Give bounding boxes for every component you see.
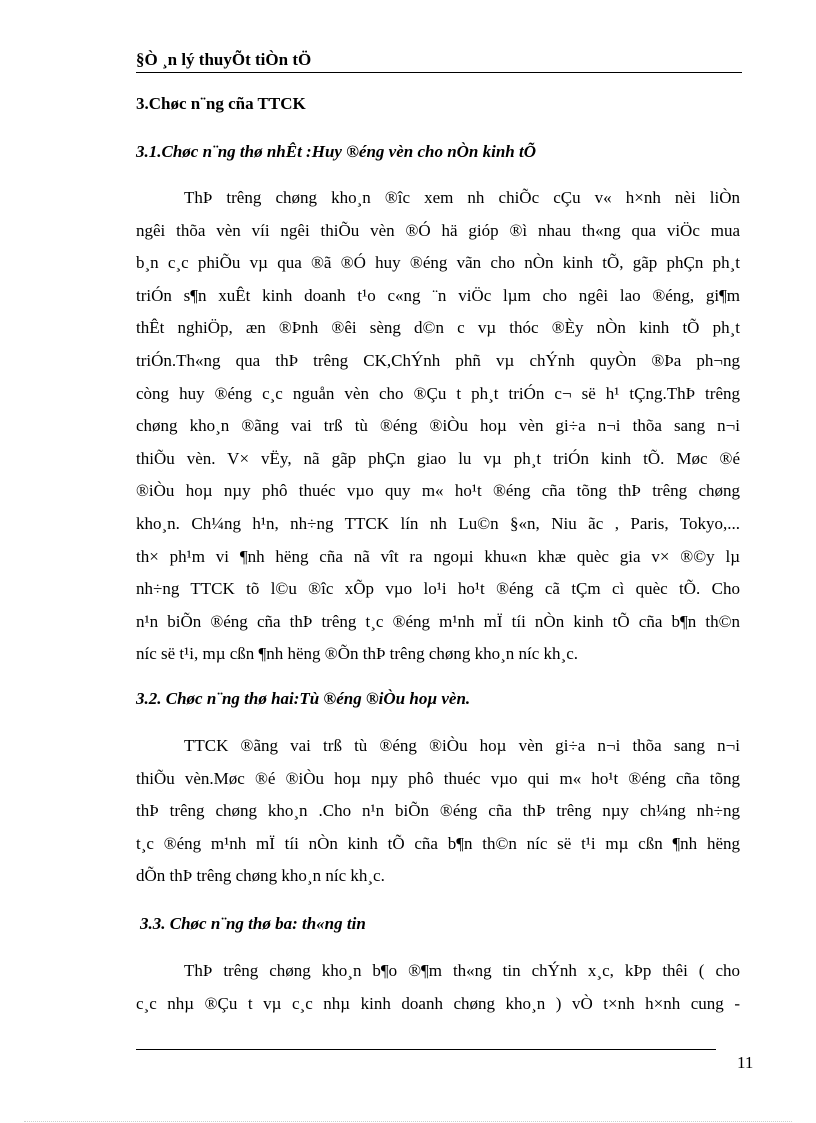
text-line: ngêi thõa vèn víi ngêi thiÕu vèn ®Ó hä gióp ®ì nhau th«ng qua viÖc mua <box>136 220 740 240</box>
section-heading: 3.Chøc n¨ng cña TTCK <box>136 94 306 113</box>
text-line: thiÕu vèn.Møc ®é ®iÒu hoµ nµy phô thuéc vµo qui m« ho¹t ®éng cña tõng <box>136 768 740 788</box>
text-line: ®iÒu hoµ nµy phô thuéc vµo quy m« ho¹t ®éng cña tõng thÞ trêng chøng <box>136 481 740 501</box>
running-header: §Ò ¸n lý thuyÕt tiÒn tÖ <box>136 50 312 69</box>
text-line: ThÞ trêng chøng kho¸n ®îc xem nh chiÕc cÇu v« h×nh nèi liÒn <box>184 188 740 207</box>
page-number: 11 <box>737 1053 754 1072</box>
text-line: triÓn.Th«ng qua thÞ trêng CK,ChÝnh phñ vµ chÝnh quyÒn ®Þa ph¬ng <box>136 350 740 370</box>
text-line: ThÞ trêng chøng kho¸n b¶o ®¶m th«ng tin chÝnh x¸c, kÞp thêi ( cho <box>184 961 740 980</box>
text-line: thÞ trêng chøng kho¸n .Cho n¹n biÕn ®éng cña thÞ trêng nµy ch¼ng nh÷ng <box>136 801 740 821</box>
text-line: níc së t¹i, mµ cßn ¶nh hëng ®Õn thÞ trêng chøng kho¸n níc kh¸c. <box>136 644 579 664</box>
text-line: còng huy ®éng c¸c nguån vèn cho ®Çu t ph¸t triÓn c¬ së h¹ tÇng.ThÞ trêng <box>136 383 740 403</box>
text-line: b¸n c¸c phiÕu vµ qua ®ã ®Ó huy ®éng vãn cho nÒn kinh tÕ, gãp phÇn ph¸t <box>136 253 740 273</box>
paragraph-2 <box>136 730 740 893</box>
paragraph-3 <box>136 955 740 1020</box>
text-line: kho¸n. Ch¼ng h¹n, nh÷ng TTCK lín nh Lu©n §«n, Niu ãc , Paris, Tokyo,... <box>136 513 740 533</box>
subsection-heading-2: 3.2. Chøc n¨ng thø hai:Tù ®éng ®iÒu hoµ vèn. <box>136 689 471 708</box>
paragraph-1 <box>136 182 740 671</box>
text-line: dÕn thÞ trêng chøng kho¸n níc kh¸c. <box>136 866 385 886</box>
text-line: thiÕu vèn. V× vËy, nã gãp phÇn giao lu vµ ph¸t triÓn kinh tÕ. Møc ®é <box>136 448 740 468</box>
text-line: nh÷ng TTCK tõ l©u ®îc xÕp vµo lo¹i ho¹t ®éng cã tÇm cì quèc tÕ. Cho <box>136 579 740 599</box>
text-line: triÓn s¶n xuÊt kinh doanh t¹o c«ng ¨n viÖc lµm cho ngêi lao ®éng, gi¶m <box>136 285 740 305</box>
subsection-heading-1: 3.1.Chøc n¨ng thø nhÊt :Huy ®éng vèn cho nÒn kinh tÕ <box>136 142 537 161</box>
text-line: c¸c nhµ ®Çu t vµ c¸c nhµ kinh doanh chøng kho¸n ) vÒ t×nh h×nh cung - <box>136 993 740 1013</box>
subsection-heading-3: 3.3. Chøc n¨ng thø ba: th«ng tin <box>140 914 366 933</box>
page-edge-divider <box>24 1121 792 1122</box>
header-rule <box>136 72 742 73</box>
text-line: chøng kho¸n ®ãng vai trß tù ®éng ®iÒu hoµ vèn gi÷a n¬i thõa sang n¬i <box>136 416 740 436</box>
text-line: thÊt nghiÖp, æn ®Þnh ®êi sèng d©n c vµ thóc ®Èy nÒn kinh tÕ ph¸t <box>136 318 740 338</box>
text-line: th× ph¹m vi ¶nh hëng cña nã vît ra ngoµi khu«n khæ quèc gia v× ®©y lµ <box>136 546 740 566</box>
text-line: TTCK ®ãng vai trß tù ®éng ®iÒu hoµ vèn gi÷a n¬i thõa sang n¬i <box>184 736 740 755</box>
footer-rule <box>136 1049 716 1050</box>
text-line: t¸c ®éng m¹nh mÏ tíi nÒn kinh tÕ cña b¶n th©n níc së t¹i mµ cßn ¶nh hëng <box>136 833 740 853</box>
text-line: n¹n biÕn ®éng cña thÞ trêng t¸c ®éng m¹nh mÏ tíi nÒn kinh tÕ cña b¶n th©n <box>136 611 740 631</box>
